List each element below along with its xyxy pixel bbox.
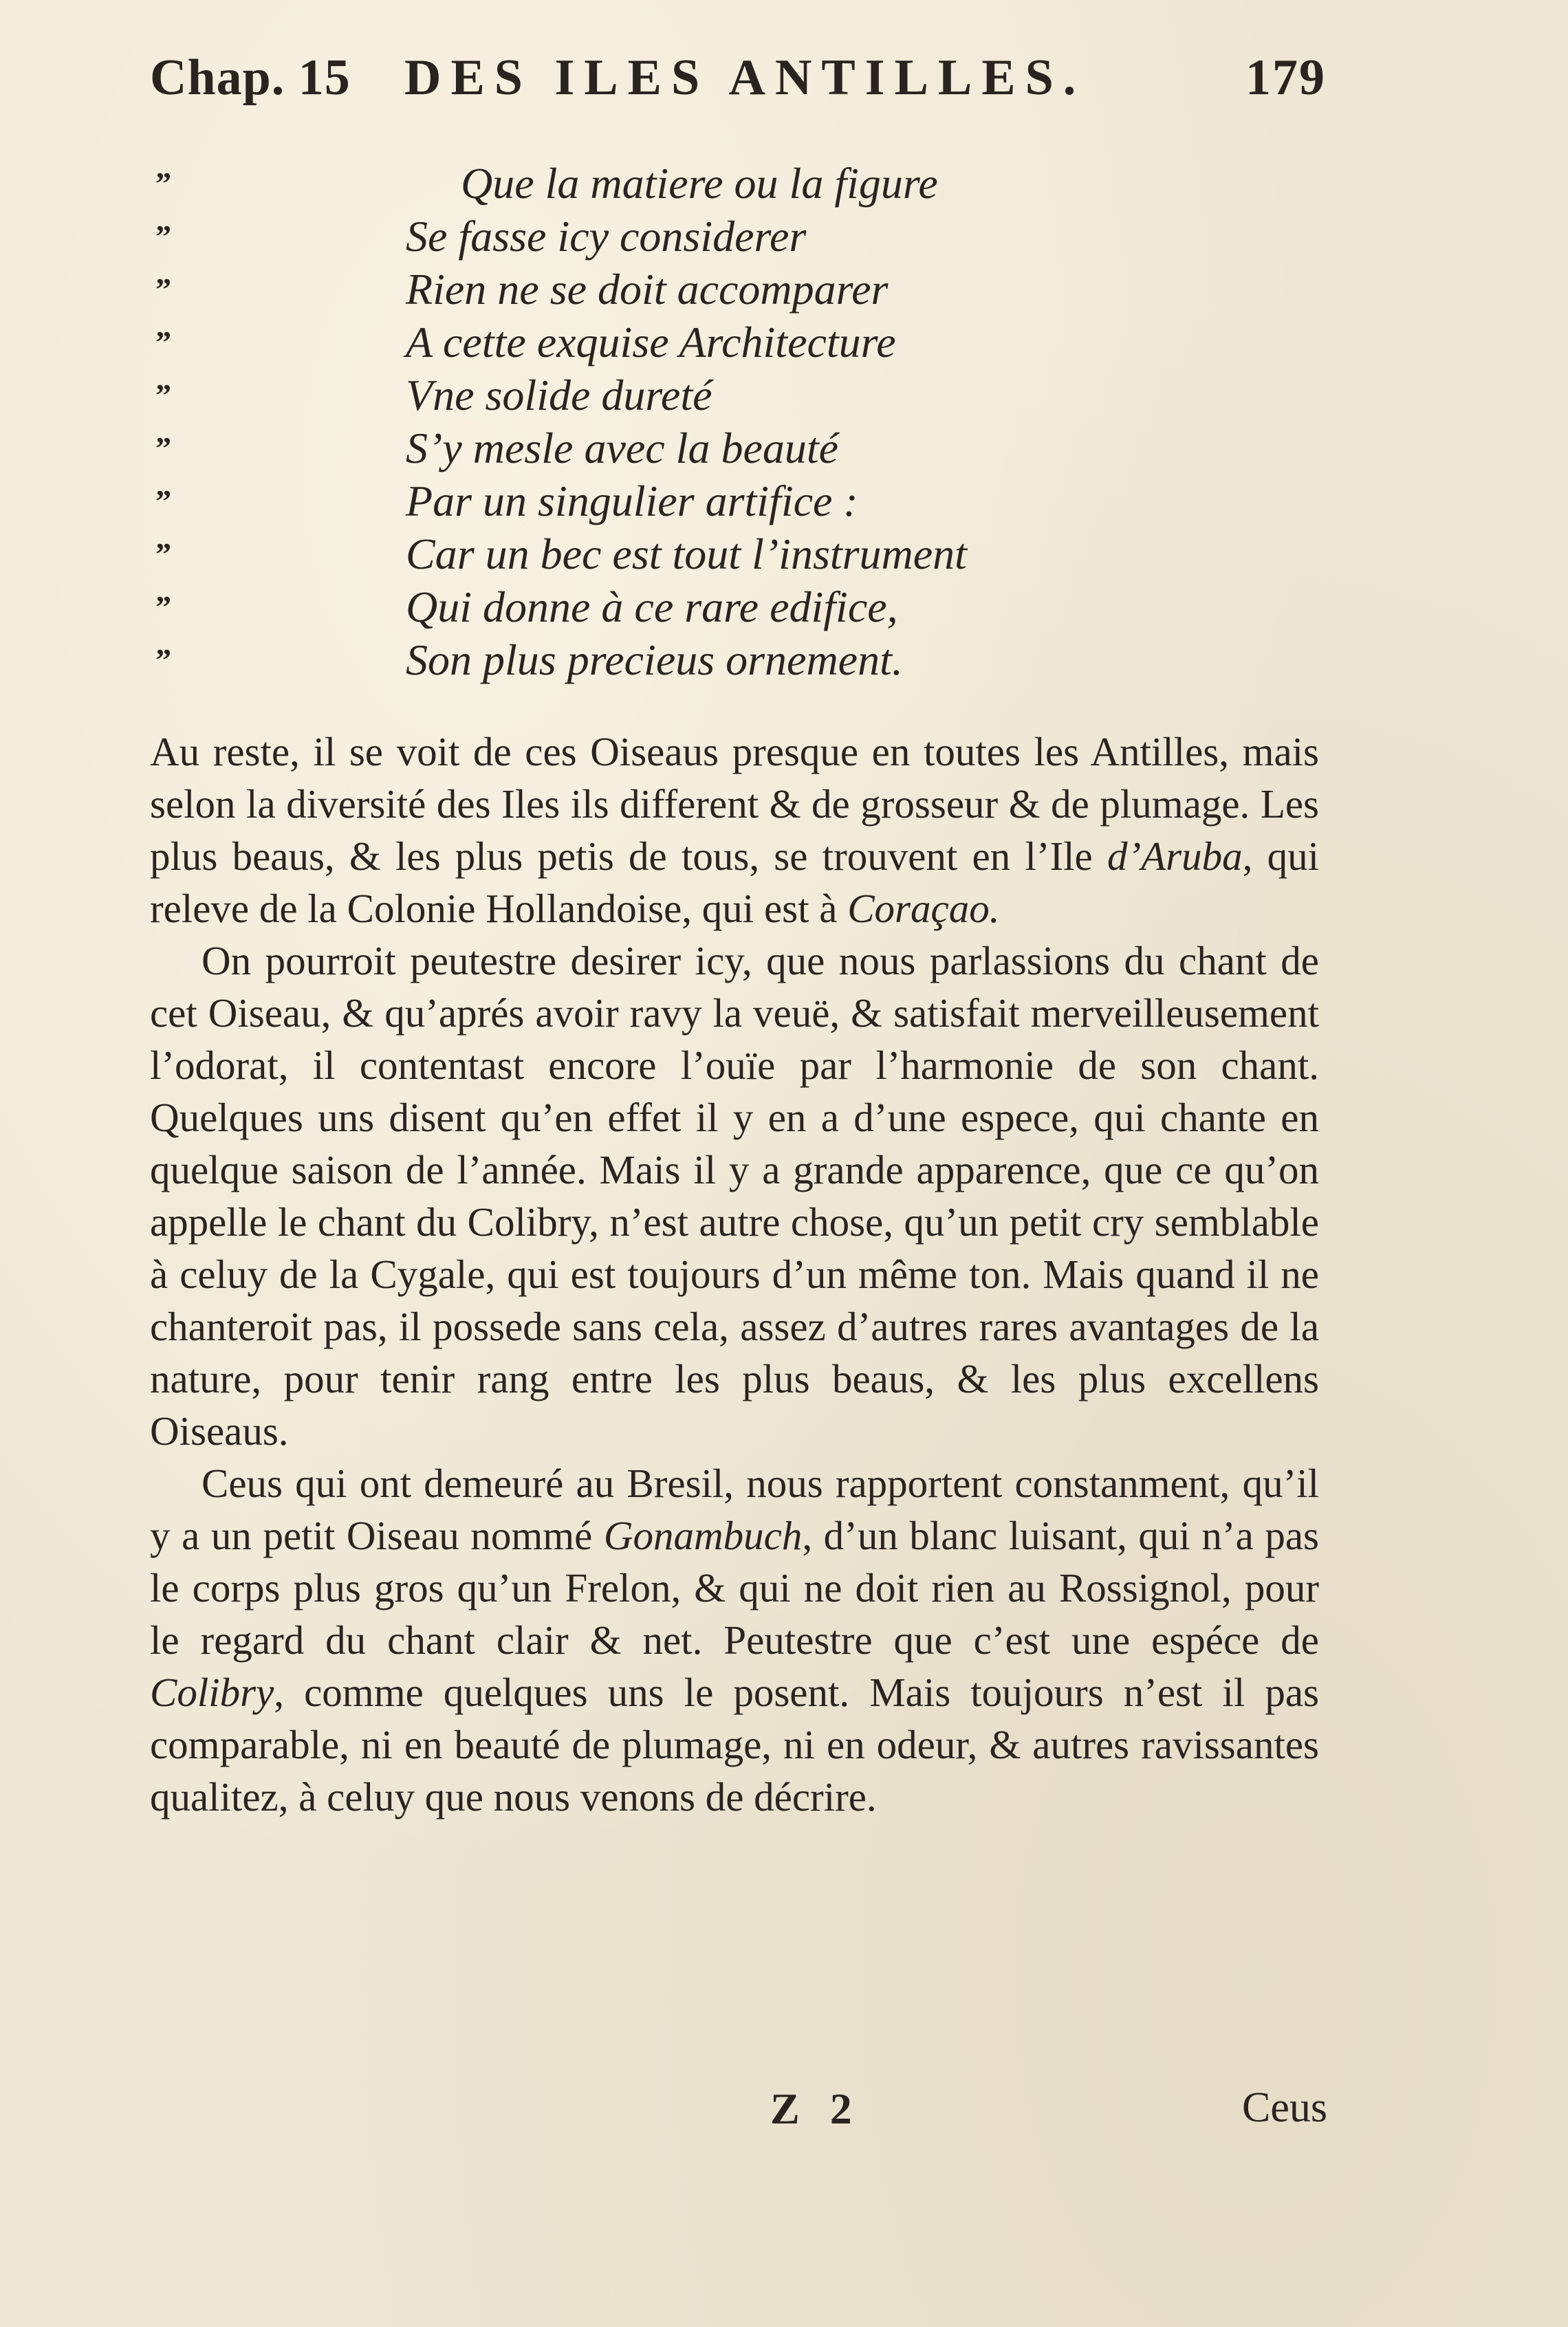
place-name-coracao: Coraçao.: [847, 886, 1000, 931]
place-name-aruba: d’Aruba: [1107, 833, 1243, 879]
paragraph-2: On pourroit peutestre desirer icy, que nous parlassions du chant de cet Oiseau, & qu’aprés avoir ravy la veuë, & satisfait merveilleusement l’odorat, il contentast encore l’ouïe par l’harmonie de son chant. Quelques uns disent qu’en effet il y en a d’une espece, qui chante en quelque saison de l’année. Mais il y a grande apparence, que ce qu’on appelle le chant du Colibry, n’est autre chose, qu’un petit cry semblable à celuy de la Cygale, qui est toujours d’un même ton. Mais quand il ne chanteroit pas, il possede sans cela, assez d’autres rares avantages de la nature, pour tenir rang entre les plus beaus, & les plus excellens Oiseaus.: [150, 938, 1319, 1454]
quotation-mark: ”: [155, 642, 171, 677]
verse-line: [150, 580, 1182, 633]
verse-line: [150, 316, 1182, 369]
quotation-mark: ”: [155, 219, 171, 254]
paragraph-1: Au reste, il se voit de ces Oiseaus presque en toutes les Antilles, mais selon la diversité des Iles ils different & de grosseur & de plumage. Les plus beaus, & les plus petis de tous, se trouvent en l’Ile d’Aruba, qui releve de la Colonie Hollandoise, qui est à Coraçao.: [150, 729, 1319, 931]
verse-line: [150, 369, 1182, 422]
verse-block: [150, 157, 1182, 686]
verse-line: [150, 263, 1182, 316]
verse-text: S’y mesle avec la beauté: [406, 424, 839, 472]
verse-line: [150, 210, 1182, 263]
page-number: 179: [1245, 50, 1326, 106]
verse-line: [150, 633, 1182, 686]
quotation-mark: ”: [155, 589, 171, 624]
catchword: Ceus: [1242, 2084, 1327, 2131]
body-text: [150, 725, 1319, 1823]
quotation-mark: ”: [155, 325, 171, 360]
running-title: DES ILES ANTILLES.: [404, 50, 1086, 106]
verse-text: Qui donne à ce rare edifice,: [406, 582, 898, 631]
verse-text: Son plus precieus ornement.: [406, 635, 903, 684]
quotation-mark: ”: [155, 378, 171, 413]
verse-text: Rien ne se doit accomparer: [406, 265, 889, 314]
verse-text: A cette exquise Architecture: [406, 318, 896, 367]
verse-text: Vne solide dureté: [406, 371, 712, 419]
bird-name-colibry: Colibry: [150, 1670, 274, 1715]
verse-text: Par un singulier artifice :: [406, 477, 858, 525]
chapter-label: Chap. 15: [150, 50, 351, 106]
bird-name-gonambuch: Gonambuch: [603, 1513, 803, 1558]
quotation-mark: ”: [155, 272, 171, 307]
verse-line: [150, 422, 1182, 474]
quotation-mark: ”: [155, 483, 171, 518]
running-head: [150, 47, 1326, 109]
paragraph-3: Ceus qui ont demeuré au Bresil, nous rapportent constanment, qu’il y a un petit Oiseau nommé Gonambuch, d’un blanc luisant, qui n’a pas le corps plus gros qu’un Frelon, & qui ne doit rien au Rossignol, pour le regard du chant clair & net. Peutestre que c’est une espéce de Colibry, comme quelques uns le posent. Mais toujours n’est il pas comparable, ni en beauté de plumage, ni en odeur, & autres ravissantes qualitez, à celuy que nous venons de décrire.: [150, 1461, 1319, 1820]
quotation-mark: ”: [155, 166, 171, 201]
verse-text: Se fasse icy considerer: [406, 212, 807, 261]
verse-line: [150, 157, 1182, 210]
signature-mark: Z 2: [770, 2084, 862, 2133]
verse-line: [150, 474, 1182, 527]
quotation-mark: ”: [155, 430, 171, 466]
verse-text: Car un bec est tout l’instrument: [406, 529, 967, 578]
verse-line: [150, 527, 1182, 580]
verse-text: Que la matiere ou la figure: [461, 159, 938, 208]
quotation-mark: ”: [155, 536, 171, 571]
